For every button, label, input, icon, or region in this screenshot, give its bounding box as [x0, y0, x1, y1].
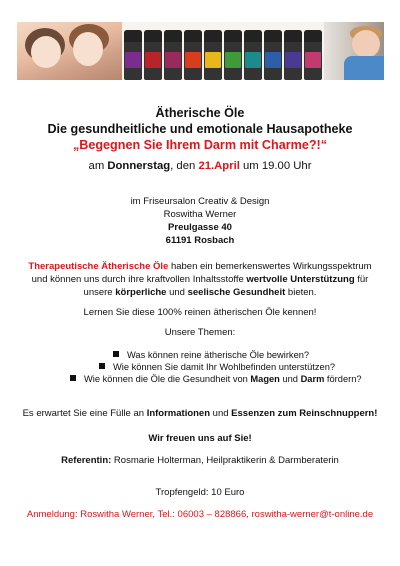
- bullet-square-icon: [99, 363, 105, 369]
- event-date: am Donnerstag, den 21.April um 19.00 Uhr: [88, 160, 312, 172]
- expect-text: Es erwartet Sie eine Fülle an Informationen und Essenzen zum Reinschnuppern!: [22, 408, 378, 419]
- bullet-square-icon: [70, 375, 76, 381]
- list-item: Wie können Sie damit Ihr Wohlbefinden unterstützen?: [99, 362, 335, 372]
- oil-bottle-icon: [184, 30, 202, 80]
- venue-line-2: Roswitha Werner: [163, 209, 237, 220]
- title-line-2: Die gesundheitliche und emotionale Hausapotheke: [47, 122, 353, 136]
- title-line-3: „Begegnen Sie Ihrem Darm mit Charme?!“: [72, 138, 328, 152]
- oil-bottle-icon: [244, 30, 262, 80]
- venue-street: Preulgasse 40: [168, 222, 232, 233]
- venue-line-1: im Friseursalon Creativ & Design: [130, 196, 270, 207]
- intro-line-2: und können uns durch ihre kraftvollen Inhaltsstoffe wertvolle Unterstützung für: [31, 274, 369, 285]
- bullet-square-icon: [113, 351, 119, 357]
- intro-line-1: Therapeutische Ätherische Öle haben ein bemerkenswertes Wirkungsspektrum: [28, 261, 372, 272]
- topics-title: Unsere Themen:: [164, 327, 236, 338]
- oil-bottle-icon: [304, 30, 322, 80]
- learn-text: Lernen Sie diese 100% reinen ätherischen Öle kennen!: [83, 307, 317, 318]
- oil-bottle-icon: [124, 30, 142, 80]
- welcome-text: Wir freuen uns auf Sie!: [148, 433, 252, 444]
- speaker-text: Referentin: Rosmarie Holterman, Heilpraktikerin & Darmberaterin: [61, 455, 339, 466]
- oil-bottle-icon: [144, 30, 162, 80]
- header-banner-image: [17, 22, 384, 80]
- oil-bottle-icon: [264, 30, 282, 80]
- child-photo: [324, 22, 384, 80]
- fee-text: Tropfengeld: 10 Euro: [155, 487, 245, 498]
- oil-bottles: [122, 22, 324, 80]
- oil-bottle-icon: [224, 30, 242, 80]
- family-photo: [17, 22, 122, 80]
- title-line-1: Ätherische Öle: [155, 106, 245, 120]
- signup-text: Anmeldung: Roswitha Werner, Tel.: 06003 – 828866, roswitha-werner@t-online.de: [26, 509, 374, 520]
- list-item: Wie können die Öle die Gesundheit von Magen und Darm fördern?: [70, 374, 362, 384]
- intro-line-3: unsere körperliche und seelische Gesundheit bieten.: [83, 287, 317, 298]
- oil-bottle-icon: [284, 30, 302, 80]
- oil-bottle-icon: [164, 30, 182, 80]
- oil-bottle-icon: [204, 30, 222, 80]
- venue-city: 61191 Rosbach: [165, 235, 235, 246]
- list-item: Was können reine ätherische Öle bewirken?: [113, 350, 309, 360]
